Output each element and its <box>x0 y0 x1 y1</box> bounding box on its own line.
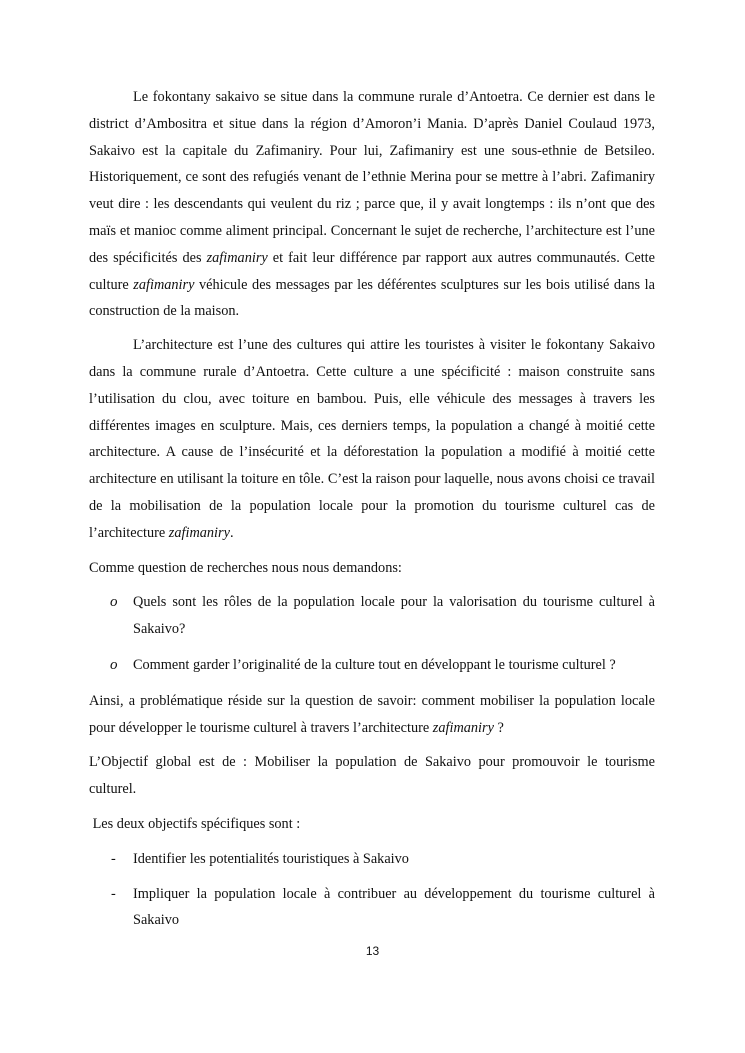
paragraph-objectif-global: L’Objectif global est de : Mobiliser la population de Sakaivo pour promouvoir le tourisme culturel. <box>89 754 655 798</box>
emphasis-zafimaniry: zafimaniry <box>133 276 195 293</box>
paragraph-objectifs-specifiques: Les deux objectifs spécifiques sont : <box>89 815 301 832</box>
list-item: - Impliquer la population locale à contribuer au développement du tourisme culturel à Sakaivo <box>89 881 655 935</box>
emphasis-zafimaniry: zafimaniry <box>206 249 268 266</box>
paragraph-research-questions-intro: Comme question de recherches nous nous demandons: <box>89 559 402 576</box>
research-questions-list <box>89 589 655 678</box>
page-body <box>89 84 655 942</box>
list-item: o Comment garder l’originalité de la culture tout en développant le tourisme culturel ? <box>89 652 655 679</box>
paragraph-architecture: L’architecture est l’une des cultures qui attire les touristes à visiter le fokontany Sakaivo dans la commune rurale d’Antoetra. Cette culture a une spécificité : maison construite sans l’utilisation du clou, avec toiture en bambou. Puis, elle véhicule des messages à travers les différentes images en sculpture. Mais, ces derniers temps, la population a changé à moitié cette architecture. A cause de l’insécurité et la déforestation la population a modifié à moitié cette architecture en utilisant la toiture en tôle. C’est la raison pour laquelle, nous avons choisi ce travail de la mobilisation de la population locale pour la promotion du tourisme culturel cas de l’architecture zafimaniry. <box>89 337 655 541</box>
page-number: 13 <box>365 944 380 958</box>
dash-bullet-icon: - <box>111 885 116 902</box>
bullet-o-icon: o <box>110 594 118 611</box>
paragraph-problematique: Ainsi, a problématique réside sur la question de savoir: comment mobiliser la population locale pour développer le tourisme culturel à travers l’architecture zafimaniry ? <box>89 692 655 736</box>
emphasis-zafimaniry: zafimaniry <box>432 719 494 736</box>
list-item: - Identifier les potentialités touristiques à Sakaivo <box>89 846 655 873</box>
emphasis-zafimaniry: zafimaniry <box>168 524 230 541</box>
bullet-o-icon: o <box>110 656 118 673</box>
list-item: o Quels sont les rôles de la population locale pour la valorisation du tourisme culturel à Sakaivo? <box>89 589 655 643</box>
specific-objectives-list <box>89 846 655 934</box>
paragraph-fokontany-intro: Le fokontany sakaivo se situe dans la commune rurale d’Antoetra. Ce dernier est dans le district d’Ambositra et situe dans la région d’Amoron’i Mania. D’après Daniel Coulaud 1973, Sakaivo est la capitale du Zafimaniry. Pour lui, Zafimaniry est une sous-ethnie de Betsileo. Historiquement, ce sont des refugiés venant de l’ethnie Merina pour se mettre à l’abri. Zafimaniry veut dire : les descendants qui veulent du riz ; parce que, il y avait longtemps : ils n’ont que des maïs et manioc comme aliment principal. Concernant le sujet de recherche, l’architecture est l’une des spécificités des zafimaniry et fait leur différence par rapport aux autres communautés. Cette culture zafimaniry véhicule des messages par les déférentes sculptures sur les bois utilisé dans la construction de la maison. <box>89 89 655 320</box>
dash-bullet-icon: - <box>111 850 116 867</box>
